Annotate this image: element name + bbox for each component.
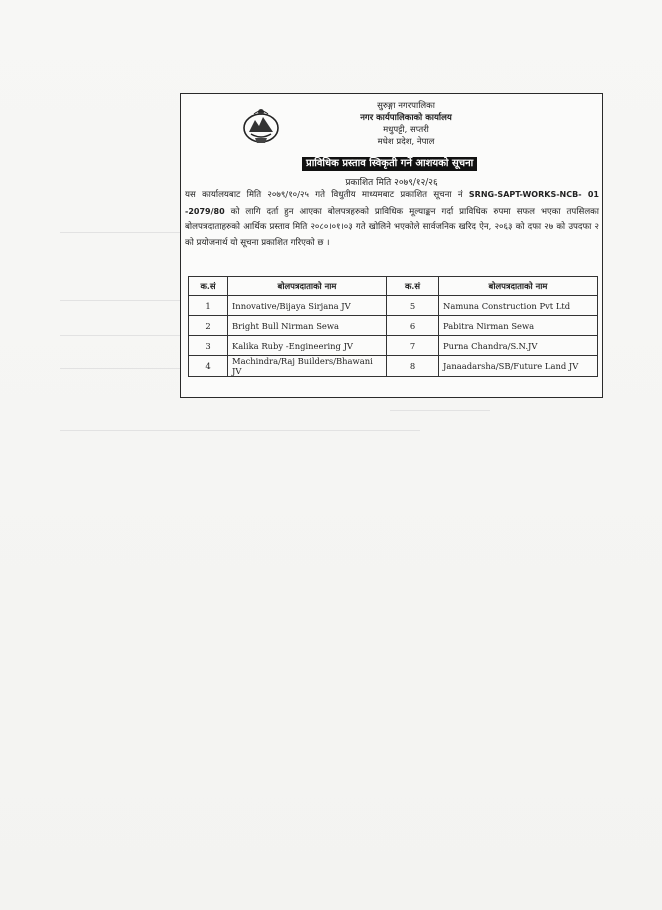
row-number: 7	[387, 336, 439, 356]
office-address	[346, 100, 466, 148]
show-through-line	[60, 232, 180, 233]
body-text-part1: यस कार्यालयबाट मिति २०७९/१०/२५ गते विधुतीय माध्यमबाट प्रकाशित सूचना नं	[185, 190, 463, 200]
office-name: नगर कार्यपालिकाको कार्यालय	[360, 113, 452, 123]
show-through-line	[60, 368, 180, 369]
notice-title: प्राविधिक प्रस्ताव स्विकृती गर्ने आशयको सूचना	[302, 157, 477, 171]
bidder-name: Pabitra Nirman Sewa	[439, 316, 598, 336]
bidder-name: Innovative/Bijaya Sirjana JV	[228, 296, 387, 316]
row-number: 5	[387, 296, 439, 316]
bidder-name: Kalika Ruby -Engineering JV	[228, 336, 387, 356]
published-date: प्रकाशित मिति २०७९/१२/२६	[345, 178, 438, 188]
row-number: 6	[387, 316, 439, 336]
office-location: मधुपट्टी, सप्तरी	[383, 125, 429, 135]
row-number: 4	[189, 356, 228, 377]
col-header-bidder: बोलपत्रदाताको नाम	[228, 277, 387, 296]
row-number: 3	[189, 336, 228, 356]
notice-code: SRNG-SAPT-WORKS-NCB- 01 -2079/80	[185, 190, 599, 216]
col-header-sn: क.सं	[387, 277, 439, 296]
table-row	[189, 296, 598, 316]
table-row	[189, 336, 598, 356]
col-header-bidder: बोलपत्रदाताको नाम	[439, 277, 598, 296]
bidder-name: Machindra/Raj Builders/Bhawani JV	[228, 356, 387, 377]
show-through-line	[60, 300, 180, 301]
bidder-name: Bright Bull Nirman Sewa	[228, 316, 387, 336]
col-header-sn: क.सं	[189, 277, 228, 296]
notice-body	[185, 187, 599, 251]
show-through-line	[60, 335, 180, 336]
bidder-name: Namuna Construction Pvt Ltd	[439, 296, 598, 316]
nepal-emblem-icon	[241, 106, 281, 146]
province-line: मधेश प्रदेश, नेपाल	[377, 137, 435, 147]
office-header	[181, 100, 602, 152]
notice-box	[180, 93, 603, 398]
row-number: 1	[189, 296, 228, 316]
table-header-row	[189, 277, 598, 296]
row-number: 2	[189, 316, 228, 336]
bidder-name: Purna Chandra/S.N.JV	[439, 336, 598, 356]
municipality-name: सुरुङ्गा नगरपालिका	[377, 101, 435, 111]
body-text-part2: को लागि दर्ता हुन आएका बोलपत्रहरुको प्राविधिक मूल्याङ्कन गर्दा प्राविधिक रुपमा सफल भएका तपसिलका बोलपत्रदाताहरुको आर्थिक प्रस्ताव मिति २०८०।०१।०३ गते खोलिने भएकोले सार्वजनिक खरिद ऐन, २०६३ को दफा २७ को उपदफा २ को प्रयोजनार्थ यो सूचना प्रकाशित गरिएको छ ।	[185, 206, 600, 248]
table-row	[189, 316, 598, 336]
table-row	[189, 356, 598, 377]
row-number: 8	[387, 356, 439, 377]
bidder-name: Janaadarsha/SB/Future Land JV	[439, 356, 598, 377]
bidders-table	[188, 276, 598, 377]
show-through-line	[390, 410, 490, 411]
show-through-line	[60, 430, 420, 431]
